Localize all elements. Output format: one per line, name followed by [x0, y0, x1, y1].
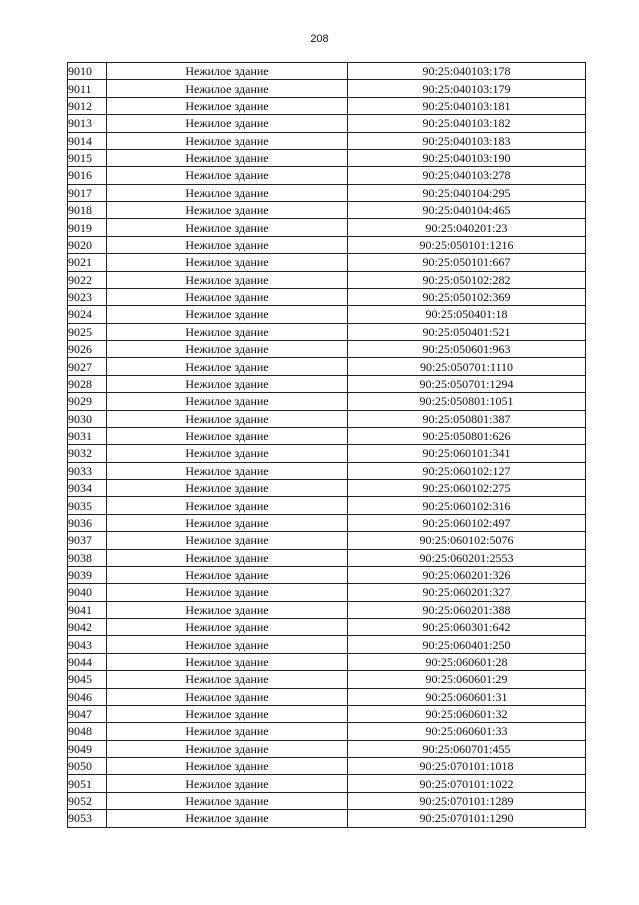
cadastral-number-cell: 90:25:060201:326 — [348, 566, 586, 583]
cadastral-number-cell: 90:25:060601:32 — [348, 705, 586, 722]
cadastral-number-cell: 90:25:060701:455 — [348, 740, 586, 757]
table-row — [68, 740, 586, 757]
object-type-cell: Нежилое здание — [107, 410, 348, 427]
object-type-cell: Нежилое здание — [107, 149, 348, 166]
table-row — [68, 514, 586, 531]
table-row — [68, 167, 586, 184]
object-type-cell: Нежилое здание — [107, 758, 348, 775]
row-number-cell: 9046 — [68, 688, 107, 705]
row-number-cell: 9024 — [68, 306, 107, 323]
object-type-cell: Нежилое здание — [107, 705, 348, 722]
table-row — [68, 775, 586, 792]
object-type-cell: Нежилое здание — [107, 323, 348, 340]
table-row — [68, 323, 586, 340]
table-row — [68, 341, 586, 358]
row-number-cell: 9013 — [68, 115, 107, 132]
object-type-cell: Нежилое здание — [107, 115, 348, 132]
table-row — [68, 358, 586, 375]
cadastral-number-cell: 90:25:050601:963 — [348, 341, 586, 358]
row-number-cell: 9047 — [68, 705, 107, 722]
cadastral-number-cell: 90:25:040103:178 — [348, 63, 586, 80]
row-number-cell: 9027 — [68, 358, 107, 375]
row-number-cell: 9025 — [68, 323, 107, 340]
cadastral-number-cell: 90:25:050101:667 — [348, 254, 586, 271]
object-type-cell: Нежилое здание — [107, 219, 348, 236]
object-type-cell: Нежилое здание — [107, 132, 348, 149]
row-number-cell: 9051 — [68, 775, 107, 792]
row-number-cell: 9038 — [68, 549, 107, 566]
table-row — [68, 636, 586, 653]
cadastral-number-cell: 90:25:060102:127 — [348, 462, 586, 479]
object-type-cell: Нежилое здание — [107, 288, 348, 305]
table-row — [68, 758, 586, 775]
cadastral-number-cell: 90:25:050102:369 — [348, 288, 586, 305]
table-row — [68, 497, 586, 514]
row-number-cell: 9021 — [68, 254, 107, 271]
row-number-cell: 9037 — [68, 532, 107, 549]
row-number-cell: 9030 — [68, 410, 107, 427]
row-number-cell: 9033 — [68, 462, 107, 479]
table-row — [68, 549, 586, 566]
row-number-cell: 9022 — [68, 271, 107, 288]
page-number: 208 — [310, 33, 329, 45]
cadastral-number-cell: 90:25:050101:1216 — [348, 236, 586, 253]
object-type-cell: Нежилое здание — [107, 427, 348, 444]
row-number-cell: 9035 — [68, 497, 107, 514]
row-number-cell: 9041 — [68, 601, 107, 618]
row-number-cell: 9019 — [68, 219, 107, 236]
table-row — [68, 115, 586, 132]
row-number-cell: 9015 — [68, 149, 107, 166]
cadastral-number-cell: 90:25:060301:642 — [348, 619, 586, 636]
row-number-cell: 9044 — [68, 653, 107, 670]
table-row — [68, 80, 586, 97]
cadastral-number-cell: 90:25:060601:31 — [348, 688, 586, 705]
cadastral-number-cell: 90:25:060101:341 — [348, 445, 586, 462]
object-type-cell: Нежилое здание — [107, 532, 348, 549]
table-row — [68, 149, 586, 166]
cadastral-number-cell: 90:25:060401:250 — [348, 636, 586, 653]
table-row — [68, 810, 586, 827]
object-type-cell: Нежилое здание — [107, 723, 348, 740]
table-row — [68, 254, 586, 271]
object-type-cell: Нежилое здание — [107, 97, 348, 114]
object-type-cell: Нежилое здание — [107, 671, 348, 688]
table-row — [68, 671, 586, 688]
row-number-cell: 9026 — [68, 341, 107, 358]
cadastral-number-cell: 90:25:040103:179 — [348, 80, 586, 97]
object-type-cell: Нежилое здание — [107, 584, 348, 601]
row-number-cell: 9032 — [68, 445, 107, 462]
table-row — [68, 306, 586, 323]
cadastral-number-cell: 90:25:040103:183 — [348, 132, 586, 149]
object-type-cell: Нежилое здание — [107, 740, 348, 757]
cadastral-number-cell: 90:25:060102:497 — [348, 514, 586, 531]
cadastral-number-cell: 90:25:070101:1290 — [348, 810, 586, 827]
object-type-cell: Нежилое здание — [107, 549, 348, 566]
table-row — [68, 393, 586, 410]
row-number-cell: 9034 — [68, 480, 107, 497]
row-number-cell: 9029 — [68, 393, 107, 410]
row-number-cell: 9014 — [68, 132, 107, 149]
row-number-cell: 9053 — [68, 810, 107, 827]
object-type-cell: Нежилое здание — [107, 480, 348, 497]
cadastral-number-cell: 90:25:050701:1110 — [348, 358, 586, 375]
row-number-cell: 9049 — [68, 740, 107, 757]
row-number-cell: 9045 — [68, 671, 107, 688]
table-row — [68, 653, 586, 670]
object-type-cell: Нежилое здание — [107, 63, 348, 80]
row-number-cell: 9052 — [68, 792, 107, 809]
object-type-cell: Нежилое здание — [107, 167, 348, 184]
cadastral-number-cell: 90:25:060201:388 — [348, 601, 586, 618]
table-row — [68, 532, 586, 549]
table-row — [68, 601, 586, 618]
cadastral-number-cell: 90:25:060201:2553 — [348, 549, 586, 566]
row-number-cell: 9023 — [68, 288, 107, 305]
cadastral-number-cell: 90:25:060601:33 — [348, 723, 586, 740]
cadastral-number-cell: 90:25:060601:29 — [348, 671, 586, 688]
object-type-cell: Нежилое здание — [107, 358, 348, 375]
row-number-cell: 9012 — [68, 97, 107, 114]
cadastral-number-cell: 90:25:040103:181 — [348, 97, 586, 114]
table-row — [68, 236, 586, 253]
table-body — [68, 63, 586, 828]
cadastral-number-cell: 90:25:070101:1289 — [348, 792, 586, 809]
cadastral-number-cell: 90:25:050801:1051 — [348, 393, 586, 410]
table-row — [68, 427, 586, 444]
cadastral-number-cell: 90:25:040103:190 — [348, 149, 586, 166]
object-type-cell: Нежилое здание — [107, 619, 348, 636]
cadastral-number-cell: 90:25:050701:1294 — [348, 375, 586, 392]
row-number-cell: 9039 — [68, 566, 107, 583]
object-type-cell: Нежилое здание — [107, 236, 348, 253]
table-row — [68, 445, 586, 462]
table-row — [68, 375, 586, 392]
table-row — [68, 132, 586, 149]
table-row — [68, 566, 586, 583]
object-type-cell: Нежилое здание — [107, 514, 348, 531]
row-number-cell: 9031 — [68, 427, 107, 444]
table-row — [68, 584, 586, 601]
row-number-cell: 9048 — [68, 723, 107, 740]
object-type-cell: Нежилое здание — [107, 566, 348, 583]
object-type-cell: Нежилое здание — [107, 810, 348, 827]
cadastral-number-cell: 90:25:060601:28 — [348, 653, 586, 670]
cadastral-number-cell: 90:25:070101:1022 — [348, 775, 586, 792]
object-type-cell: Нежилое здание — [107, 601, 348, 618]
table-row — [68, 97, 586, 114]
table-row — [68, 705, 586, 722]
cadastral-number-cell: 90:25:040103:278 — [348, 167, 586, 184]
object-type-cell: Нежилое здание — [107, 80, 348, 97]
row-number-cell: 9017 — [68, 184, 107, 201]
row-number-cell: 9040 — [68, 584, 107, 601]
cadastral-number-cell: 90:25:060102:5076 — [348, 532, 586, 549]
object-type-cell: Нежилое здание — [107, 375, 348, 392]
object-type-cell: Нежилое здание — [107, 202, 348, 219]
table-row — [68, 288, 586, 305]
table-row — [68, 462, 586, 479]
object-type-cell: Нежилое здание — [107, 653, 348, 670]
table-row — [68, 219, 586, 236]
object-type-cell: Нежилое здание — [107, 271, 348, 288]
object-type-cell: Нежилое здание — [107, 184, 348, 201]
object-type-cell: Нежилое здание — [107, 445, 348, 462]
cadastral-number-cell: 90:25:050401:521 — [348, 323, 586, 340]
row-number-cell: 9050 — [68, 758, 107, 775]
table-row — [68, 792, 586, 809]
cadastral-number-cell: 90:25:050801:626 — [348, 427, 586, 444]
table-row — [68, 271, 586, 288]
object-type-cell: Нежилое здание — [107, 462, 348, 479]
table-row — [68, 202, 586, 219]
object-type-cell: Нежилое здание — [107, 636, 348, 653]
cadastral-number-cell: 90:25:050102:282 — [348, 271, 586, 288]
cadastral-number-cell: 90:25:040104:465 — [348, 202, 586, 219]
object-type-cell: Нежилое здание — [107, 792, 348, 809]
cadastral-number-cell: 90:25:050401:18 — [348, 306, 586, 323]
cadastral-number-cell: 90:25:060102:275 — [348, 480, 586, 497]
table-row — [68, 619, 586, 636]
table-row — [68, 410, 586, 427]
table-row — [68, 688, 586, 705]
row-number-cell: 9011 — [68, 80, 107, 97]
object-type-cell: Нежилое здание — [107, 497, 348, 514]
row-number-cell: 9043 — [68, 636, 107, 653]
table-row — [68, 723, 586, 740]
object-type-cell: Нежилое здание — [107, 254, 348, 271]
object-type-cell: Нежилое здание — [107, 341, 348, 358]
table-row — [68, 63, 586, 80]
object-type-cell: Нежилое здание — [107, 775, 348, 792]
cadastral-number-cell: 90:25:050801:387 — [348, 410, 586, 427]
cadastral-number-cell: 90:25:070101:1018 — [348, 758, 586, 775]
object-type-cell: Нежилое здание — [107, 688, 348, 705]
cadastral-number-cell: 90:25:040103:182 — [348, 115, 586, 132]
cadastral-number-cell: 90:25:060102:316 — [348, 497, 586, 514]
row-number-cell: 9018 — [68, 202, 107, 219]
table-row — [68, 184, 586, 201]
table-row — [68, 480, 586, 497]
row-number-cell: 9042 — [68, 619, 107, 636]
row-number-cell: 9010 — [68, 63, 107, 80]
row-number-cell: 9016 — [68, 167, 107, 184]
cadastral-number-cell: 90:25:060201:327 — [348, 584, 586, 601]
object-type-cell: Нежилое здание — [107, 306, 348, 323]
property-registry-table — [67, 62, 586, 828]
row-number-cell: 9036 — [68, 514, 107, 531]
object-type-cell: Нежилое здание — [107, 393, 348, 410]
row-number-cell: 9020 — [68, 236, 107, 253]
row-number-cell: 9028 — [68, 375, 107, 392]
cadastral-number-cell: 90:25:040201:23 — [348, 219, 586, 236]
cadastral-number-cell: 90:25:040104:295 — [348, 184, 586, 201]
